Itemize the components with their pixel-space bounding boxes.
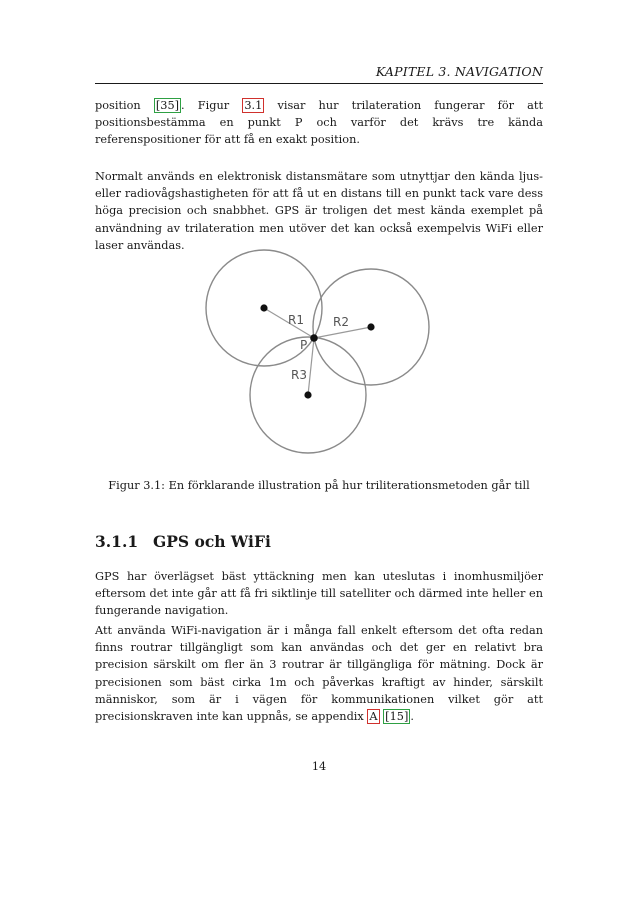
center-point-r1 bbox=[260, 304, 267, 311]
trilateration-figure bbox=[196, 240, 446, 460]
trilateration-diagram bbox=[196, 240, 446, 460]
label-r2: R2 bbox=[333, 315, 349, 329]
figure-caption: Figur 3.1: En förklarande illustration på hur triliterationsmetoden går till bbox=[108, 479, 530, 492]
section-number: 3.1.1 bbox=[95, 532, 139, 551]
center-point-r2 bbox=[367, 323, 374, 330]
section-title: GPS och WiFi bbox=[153, 532, 271, 551]
appendix-reference-link[interactable]: A bbox=[369, 710, 378, 724]
center-point-r3 bbox=[304, 391, 311, 398]
page-number: 14 bbox=[311, 760, 327, 773]
label-r1: R1 bbox=[288, 313, 304, 327]
paragraph-distance-meter: Normalt används en elektronisk distansmätare som utnyttjar den kända ljus- eller radiovågshastigheten för att få ut en distans till en punkt tack vare dess höga precision och snabbhet. GPS är troligen det mest kända exemplet på användning av trilateration men utöver det kan också exempelvis WiFi eller laser användas. bbox=[95, 170, 543, 252]
citation-link[interactable]: [15] bbox=[385, 710, 409, 724]
radius-line-r3 bbox=[308, 338, 314, 395]
point-p bbox=[310, 334, 318, 342]
label-r3: R3 bbox=[291, 368, 307, 382]
section-heading bbox=[95, 532, 271, 551]
figure-reference-link[interactable]: 3.1 bbox=[244, 99, 263, 112]
paragraph-gps: GPS har överlägset bäst yttäckning men kan uteslutas i inomhusmiljöer eftersom det inte går att få fri siktlinje till satelliter och därmed inte heller en fungerande navigation. bbox=[95, 570, 543, 618]
citation-link[interactable]: [35] bbox=[155, 99, 180, 112]
paragraph-intro: position [35] . Figur 3.1 visar hur trilateration fungerar för att positionsbestämma en punkt P och varför det krävs tre kända referenspositioner för att få en exakt position. bbox=[95, 99, 544, 147]
running-header: KAPITEL 3. NAVIGATION bbox=[375, 64, 543, 79]
paragraph-wifi: Att använda WiFi-navigation är i många fall enkelt eftersom det ofta redan finns routrar tillgängligt som kan användas och det ger en relativt bra precision särskilt om fler än 3 routrar är tillgängliga för mätning. Dock är precisionen som bäst cirka 1m och påverkas kraftigt av hinder, särskilt människor, som är i vägen för kommunikationen vilket gör att precisionskraven inte kan uppnås, se appendix A [15] . bbox=[95, 624, 543, 724]
label-p: P bbox=[300, 338, 308, 352]
header-rule bbox=[95, 83, 543, 84]
